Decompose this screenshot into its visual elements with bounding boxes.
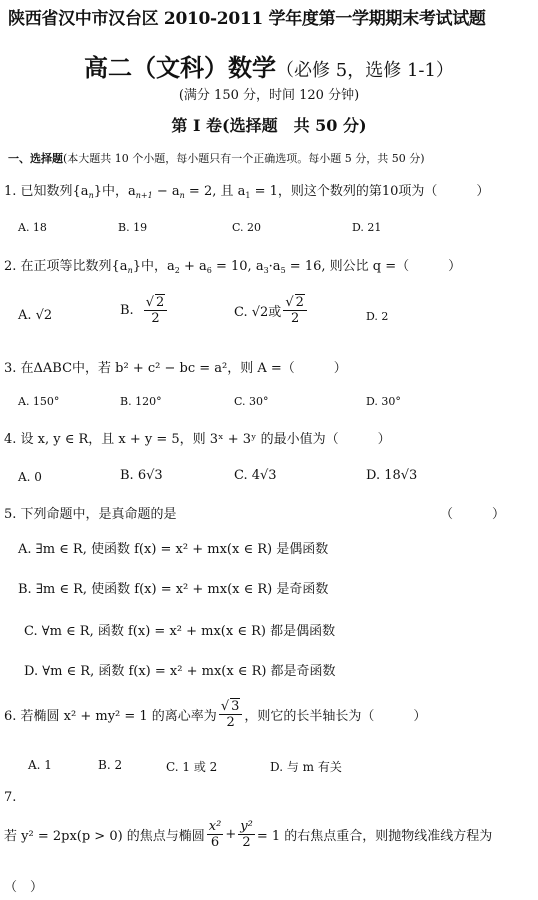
exam-title: 陕西省汉中市汉台区 2010-2011 学年度第一学期期末考试试题 [8,9,486,29]
q1-sub-n: n [88,191,94,200]
question-1-stem [4,180,489,200]
q3-option-a: A. 150° [18,395,60,408]
question-2-stem [4,255,461,275]
q1-part-c: − a [152,184,180,199]
q2-c-denominator: 2 [290,311,300,326]
q2-option-c-label: C. √2或 [234,305,282,320]
question-7-bracket: （ ） [4,880,44,895]
question-7-stem [4,820,492,849]
question-5-stem: 5. 下列命题中，是真命题的是 [4,507,177,522]
q2-option-b-label: B. [120,303,134,318]
q1-part-d: = 2, 且 a [184,184,246,199]
q1-part-b: }中，a [93,184,136,199]
q4-option-a: A. 0 [18,470,42,484]
q1-option-a: A. 18 [18,221,47,234]
q2-part-a: 2. 在正项等比数列{a [4,259,128,274]
q2-b-numerator: √ 2 [144,296,168,311]
q6-fraction [219,700,243,729]
q6-option-d: D. 与 m 有关 [270,760,342,774]
section-heading [8,150,425,166]
q7-fraction-y [238,820,255,849]
q6-denominator: 2 [226,715,235,730]
score-time: (满分 150 分，时间 120 分钟) [178,88,360,103]
q7-part-a: 若 y² = 2px(p > 0) 的焦点与椭圆 [4,829,205,844]
section-instructions: (本大题共 10 个小题，每小题只有一个正确选项。每小题 5 分，共 50 分) [63,152,425,165]
q2-option-c [234,296,309,325]
q2-option-c-fraction [283,296,307,325]
q2-part-e: ·a [268,259,281,274]
q3-option-c: C. 30° [234,395,269,408]
q2-option-a: A. √2 [18,308,53,323]
q2-sub-5: 5 [280,266,286,275]
q1-part-a: 1. 已知数列{a [4,184,89,199]
q2-option-b [120,296,169,325]
question-7-number: 7. [4,790,17,805]
q5-option-c: C. ∀m ∈ R, 函数 f(x) = x² + mx(x ∈ R) 都是偶函数 [24,624,336,639]
q7-y-denominator: 2 [242,835,251,850]
q5-option-b: B. ∃m ∈ R, 使函数 f(x) = x² + mx(x ∈ R) 是奇函数 [18,582,329,597]
q7-y-numerator: y² [240,819,253,834]
q2-option-b-fraction [144,296,168,325]
q1-sub-n1: n+1 [135,191,153,200]
q2-part-b: }中，a [132,259,175,274]
q6-part-a: 6. 若椭圆 x² + my² = 1 的离心率为 [4,709,217,724]
q2-sub-n: n [127,266,133,275]
subject-title [0,48,538,83]
subject-main: 高二（文科）数学 [84,53,277,82]
q5-option-a: A. ∃m ∈ R, 使函数 f(x) = x² + mx(x ∈ R) 是偶函数 [18,542,329,557]
q7-fraction-x [207,820,224,849]
question-4-stem: 4. 设 x, y ∈ R，且 x + y = 5，则 3ˣ + 3ʸ 的最小值为（ ） [4,432,391,447]
q3-option-b: B. 120° [120,395,162,408]
part-heading: 第 I 卷(选择题 共 50 分) [171,116,367,135]
q4-option-d: D. 18√3 [366,468,418,483]
q1-part-e: = 1，则这个数列的第10项为（ ） [250,184,490,199]
q4-option-c: C. 4√3 [234,468,277,483]
q1-sub-n2: n [179,191,185,200]
q6-option-c: C. 1 或 2 [166,760,218,774]
q2-part-d: = 10, a [211,259,264,274]
section-label: 一、选择题 [8,152,63,165]
subject-scope: （必修 5，选修 1-1） [276,60,454,81]
q2-sub-3: 3 [263,266,269,275]
q7-plus: + [225,827,237,842]
q5-option-d: D. ∀m ∈ R, 函数 f(x) = x² + mx(x ∈ R) 都是奇函数 [24,664,336,679]
q2-option-d: D. 2 [366,310,389,323]
q7-part-c: = 1 的右焦点重合，则抛物线准线方程为 [256,829,493,844]
q6-part-b: ，则它的长半轴长为（ ） [244,709,427,724]
q6-sqrt: 3 [231,699,240,714]
q2-sub-6: 6 [206,266,212,275]
q2-c-numerator: √ 2 [283,296,307,311]
question-6-stem [4,700,426,729]
question-3-stem: 3. 在ΔABC中，若 b² + c² − bc = a²，则 A =（ ） [4,361,347,376]
q1-option-d: D. 21 [352,221,382,234]
q7-x-denominator: 6 [210,835,220,850]
q2-sub-2: 2 [174,266,180,275]
q1-option-c: C. 20 [232,221,262,234]
q6-option-b: B. 2 [98,758,123,772]
q2-part-c: + a [179,259,207,274]
q6-option-a: A. 1 [28,758,52,772]
q7-x-numerator: x² [208,819,222,834]
q4-option-b: B. 6√3 [120,468,163,483]
q6-numerator: √ 3 [219,700,243,715]
question-5-bracket: （ ） [440,507,506,522]
q2-c-sqrt: 2 [295,295,304,310]
q1-option-b: B. 19 [118,221,148,234]
q2-part-f: = 16, 则公比 q =（ ） [285,259,462,274]
q2-b-sqrt: 2 [155,295,165,310]
q3-option-d: D. 30° [366,395,401,408]
q2-b-denominator: 2 [151,311,160,326]
q1-sub-1: 1 [245,191,251,200]
